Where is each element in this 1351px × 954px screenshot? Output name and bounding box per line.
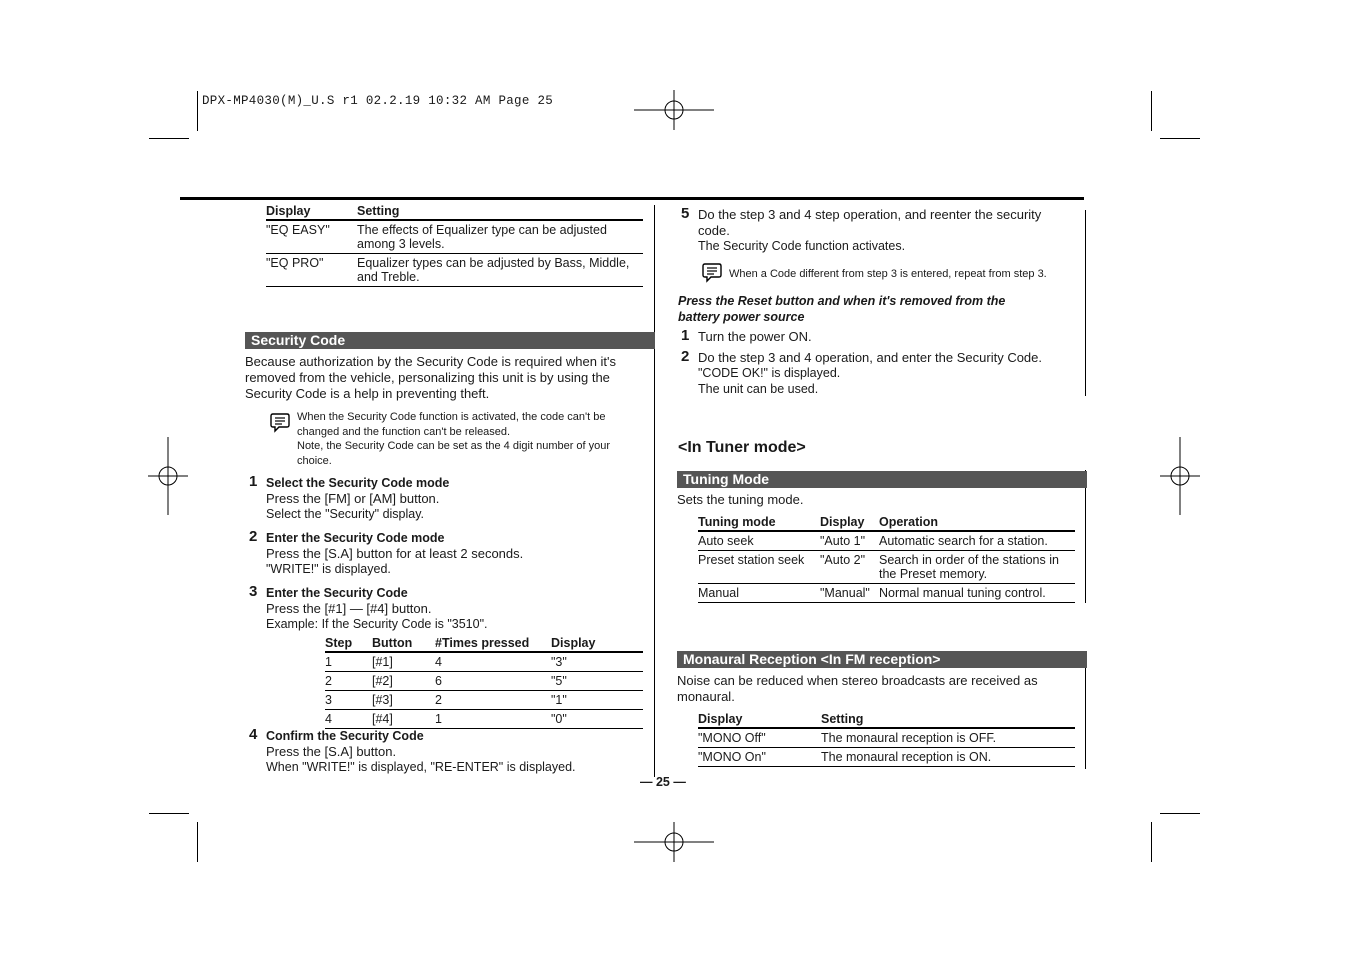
table-cell: 4	[325, 710, 372, 729]
step-4	[266, 728, 576, 776]
table-cell: Manual	[698, 584, 820, 603]
reset-heading	[678, 293, 1005, 325]
table-cell: Automatic search for a station.	[879, 531, 1075, 551]
cell-line: and Treble.	[357, 270, 420, 284]
table-cell: The monaural reception is OFF.	[821, 728, 1075, 748]
step5-note: When a Code different from step 3 is entered, repeat from step 3.	[729, 268, 1047, 280]
table-row	[325, 691, 643, 710]
cell-line: the Preset memory.	[879, 567, 988, 581]
column-divider	[1085, 651, 1086, 769]
table-cell: 2	[435, 691, 551, 710]
crop-mark	[197, 822, 198, 862]
step-line: "WRITE!" is displayed.	[266, 562, 391, 576]
tuning-table	[698, 515, 1075, 603]
note-icon	[701, 263, 723, 283]
mono-intro	[677, 673, 1038, 705]
step-title: Confirm the Security Code	[266, 729, 424, 743]
top-rule	[180, 197, 1084, 200]
step-line: Press the [FM] or [AM] button.	[266, 491, 440, 506]
table-row	[266, 220, 643, 254]
table-cell: 4	[435, 652, 551, 672]
eq-table	[266, 204, 643, 287]
column-divider	[1085, 470, 1086, 603]
tuning-intro: Sets the tuning mode.	[677, 492, 804, 507]
section-header-tuning: Tuning Mode	[677, 471, 1087, 488]
registration-mark-icon	[634, 822, 714, 862]
table-cell: "Manual"	[820, 584, 879, 603]
table-row	[325, 710, 643, 729]
step-number: 5	[681, 205, 690, 222]
crop-mark	[1160, 813, 1200, 814]
cell-line: Equalizer types can be adjusted by Bass, Middle,	[357, 256, 630, 270]
table-header: Display	[820, 515, 879, 531]
table-row	[266, 254, 643, 287]
step-line: Select the "Security" display.	[266, 507, 425, 521]
crop-mark	[1151, 91, 1152, 131]
step-line: Press the [S.A] button for at least 2 seconds.	[266, 546, 524, 561]
step-1	[266, 475, 449, 523]
step-title: Enter the Security Code	[266, 586, 408, 600]
table-cell: Preset station seek	[698, 551, 820, 584]
note-line: Note, the Security Code can be set as the 4 digit number of your	[297, 440, 611, 452]
table-cell: "0"	[551, 710, 643, 729]
table-cell: "MONO Off"	[698, 728, 821, 748]
column-divider	[654, 205, 655, 777]
table-row	[698, 584, 1075, 603]
reset-step-1: Turn the power ON.	[698, 329, 812, 344]
table-cell	[357, 254, 643, 287]
example-table	[325, 636, 643, 729]
registration-mark-icon	[148, 437, 188, 515]
table-header: Setting	[357, 204, 643, 220]
step-number: 2	[249, 528, 258, 545]
table-cell: "Auto 1"	[820, 531, 879, 551]
cell-line: The effects of Equalizer type can be adjusted	[357, 223, 607, 237]
step-line: code.	[698, 223, 730, 238]
step-number: 2	[681, 348, 690, 365]
text-line: monaural.	[677, 689, 735, 704]
security-note	[297, 410, 610, 468]
table-header: #Times pressed	[435, 636, 551, 652]
table-header: Display	[698, 712, 821, 728]
security-intro	[245, 354, 616, 402]
table-header: Setting	[821, 712, 1075, 728]
step-line: When "WRITE!" is displayed, "RE-ENTER" is displayed.	[266, 760, 576, 774]
heading-line: battery power source	[678, 310, 805, 324]
step-3	[266, 585, 487, 633]
table-cell: 2	[325, 672, 372, 691]
heading-line: Press the Reset button and when it's removed from the	[678, 294, 1006, 308]
crop-mark	[197, 91, 198, 131]
table-cell: "3"	[551, 652, 643, 672]
crop-mark	[1160, 138, 1200, 139]
step-title: Select the Security Code mode	[266, 476, 450, 490]
text-line: Because authorization by the Security Code is required when it's	[245, 354, 617, 369]
table-cell	[357, 220, 643, 254]
table-header: Operation	[879, 515, 1075, 531]
step-title: Enter the Security Code mode	[266, 531, 445, 545]
note-line: choice.	[297, 454, 332, 467]
table-cell: 6	[435, 672, 551, 691]
step-line: The unit can be used.	[698, 381, 819, 396]
step-line: Do the step 3 and 4 operation, and enter the Security Code.	[698, 350, 1043, 365]
table-cell: The monaural reception is ON.	[821, 748, 1075, 767]
text-line: Noise can be reduced when stereo broadcasts are received as	[677, 673, 1038, 688]
step-5	[698, 207, 1041, 255]
table-row	[325, 652, 643, 672]
crop-mark	[149, 138, 189, 139]
text-line: removed from the vehicle, personalizing this unit is by using the	[245, 370, 610, 385]
table-row	[698, 551, 1075, 584]
step-number: 1	[249, 473, 258, 490]
table-cell: [#1]	[372, 652, 435, 672]
table-row	[325, 672, 643, 691]
table-cell: "EQ PRO"	[266, 254, 357, 287]
note-line: When the Security Code function is activated, the code can't be	[297, 411, 606, 423]
step-line: "CODE OK!" is displayed.	[698, 366, 841, 380]
step-number: 1	[681, 327, 690, 344]
tuner-heading: <In Tuner mode>	[678, 439, 806, 456]
table-cell: Auto seek	[698, 531, 820, 551]
step-line: Do the step 3 and 4 step operation, and reenter the security	[698, 207, 1042, 222]
table-cell: 3	[325, 691, 372, 710]
table-cell: "MONO On"	[698, 748, 821, 767]
table-cell: [#2]	[372, 672, 435, 691]
crop-mark	[149, 813, 189, 814]
print-slug: DPX-MP4030(M)_U.S r1 02.2.19 10:32 AM Page 25	[202, 94, 554, 108]
table-cell: "EQ EASY"	[266, 220, 357, 254]
section-header-security: Security Code	[245, 332, 655, 349]
table-cell: 1	[325, 652, 372, 672]
table-header: Step	[325, 636, 372, 652]
cell-line: among 3 levels.	[357, 237, 445, 251]
table-row	[698, 531, 1075, 551]
table-cell: [#3]	[372, 691, 435, 710]
table-header: Tuning mode	[698, 515, 820, 531]
registration-mark-icon	[1160, 437, 1200, 515]
mono-table	[698, 712, 1075, 767]
note-icon	[269, 413, 291, 433]
table-header: Display	[266, 204, 357, 220]
table-header: Button	[372, 636, 435, 652]
column-divider	[1085, 210, 1086, 396]
table-cell: "5"	[551, 672, 643, 691]
registration-mark-icon	[634, 90, 714, 130]
step-number: 4	[249, 726, 258, 743]
step-2	[266, 530, 523, 578]
cell-line: Search in order of the stations in	[879, 553, 1059, 567]
text-line: Security Code is a help in preventing theft.	[245, 386, 490, 401]
table-cell: [#4]	[372, 710, 435, 729]
table-cell: "1"	[551, 691, 643, 710]
table-cell: 1	[435, 710, 551, 729]
crop-mark	[1151, 822, 1152, 862]
table-cell	[879, 551, 1075, 584]
step-line: Press the [#1] — [#4] button.	[266, 601, 432, 616]
reset-step-2	[698, 350, 1042, 397]
step-number: 3	[249, 583, 258, 600]
table-header: Display	[551, 636, 643, 652]
note-line: changed and the function can't be released.	[297, 425, 511, 438]
section-header-monaural: Monaural Reception <In FM reception>	[677, 651, 1087, 668]
page-number: — 25 —	[640, 775, 686, 789]
table-row	[698, 748, 1075, 767]
step-line: Example: If the Security Code is "3510".	[266, 617, 488, 631]
table-row	[698, 728, 1075, 748]
step-line: The Security Code function activates.	[698, 239, 906, 253]
table-cell: "Auto 2"	[820, 551, 879, 584]
step-line: Press the [S.A] button.	[266, 744, 397, 759]
table-cell: Normal manual tuning control.	[879, 584, 1075, 603]
